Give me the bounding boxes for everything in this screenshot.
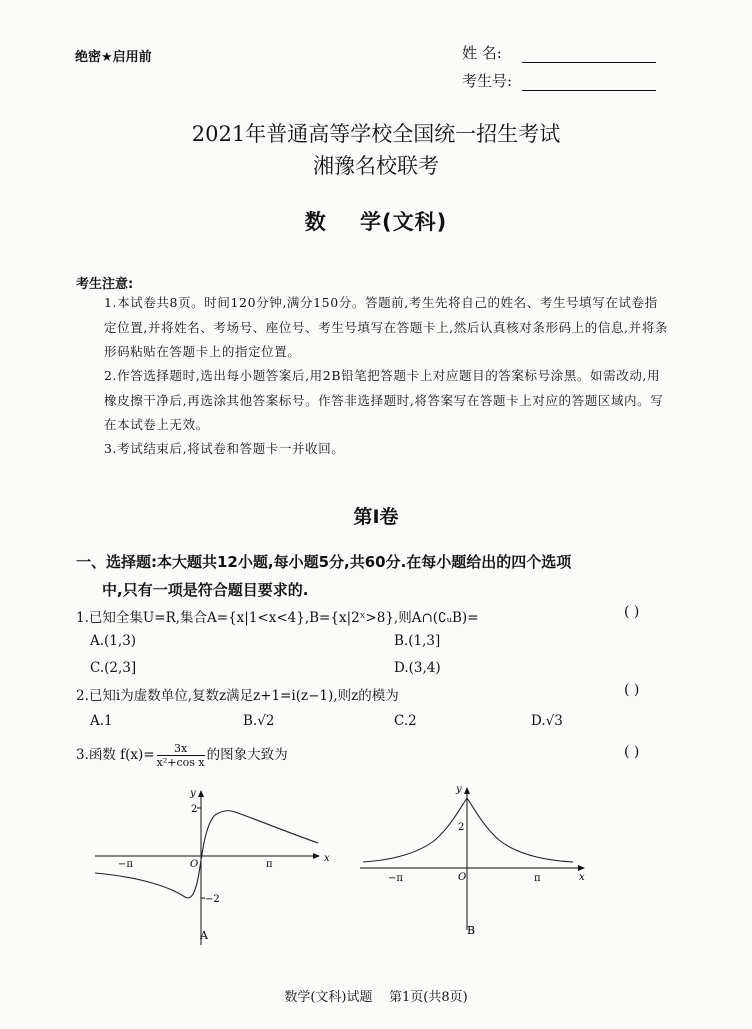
question-2-answer-paren[interactable]: ( ) bbox=[624, 682, 640, 698]
exam-title: 2021年普通高等学校全国统一招生考试 bbox=[191, 122, 561, 146]
graph-a-caption: A bbox=[200, 929, 208, 942]
graph-a-curve bbox=[95, 811, 318, 898]
notice-item-2: 2.作答选择题时,选出每小题答案后,用2B铅笔把答题卡上对应题目的答案标号涂黑。如需改动,用橡皮擦干净后,再选涂其他答案标号。作答非选择题时,将答案写在答题卡上对应的答题区域内。写在本试卷上无效。 bbox=[104, 368, 664, 432]
volume-title: 第Ⅰ卷 bbox=[353, 506, 399, 528]
q2-option-a[interactable]: A.1 bbox=[90, 713, 113, 729]
q3-stem-suffix: 的图象大致为 bbox=[206, 747, 288, 763]
q1-option-a[interactable]: A.(1,3) bbox=[90, 633, 137, 649]
question-3-answer-paren[interactable]: ( ) bbox=[624, 744, 640, 760]
graph-b-origin-label: O bbox=[458, 872, 467, 883]
name-label: 姓 名: bbox=[462, 44, 502, 62]
id-field bbox=[462, 70, 656, 91]
section-heading bbox=[76, 548, 676, 604]
graph-a-tick-pi: π bbox=[266, 859, 273, 870]
q3-fraction bbox=[157, 742, 205, 769]
graph-a-origin-label: O bbox=[190, 859, 199, 870]
confidential-label: 绝密★启用前 bbox=[75, 50, 152, 65]
graph-a-x-arrow bbox=[313, 853, 320, 859]
graph-b-y-label: y bbox=[456, 784, 462, 795]
q2-option-c[interactable]: C.2 bbox=[394, 713, 417, 729]
q3-fraction-numerator: 3x bbox=[157, 742, 205, 756]
graph-b-caption: B bbox=[467, 924, 476, 937]
graph-b[interactable] bbox=[355, 780, 595, 945]
graph-a-y-label: y bbox=[190, 788, 196, 799]
section-line-2: 中,只有一项是符合题目要求的. bbox=[102, 581, 309, 599]
graph-b-tick-pi: π bbox=[534, 873, 541, 884]
graph-a-tick-neg-pi: −π bbox=[118, 859, 133, 870]
id-blank[interactable] bbox=[522, 76, 656, 91]
notice-item-1: 1.本试卷共8页。时间120分钟,满分150分。答题前,考生先将自己的姓名、考生号填写在试卷指定位置,并将姓名、考场号、座位号、考生号填写在答题卡上,然后认真核对条形码上的信息,并将条形码粘贴在答题卡上的指定位置。 bbox=[104, 295, 668, 359]
name-blank[interactable] bbox=[522, 48, 656, 63]
graph-a[interactable] bbox=[90, 785, 330, 950]
q3-fraction-denominator: x²+cos x bbox=[156, 756, 205, 769]
graph-b-tick-2: 2 bbox=[458, 822, 465, 833]
subject-title: 数 学(文科) bbox=[304, 210, 448, 234]
notice-heading: 考生注意: bbox=[76, 277, 134, 292]
graph-a-x-label: x bbox=[324, 853, 330, 864]
graph-b-tick-neg-pi: −π bbox=[388, 873, 403, 884]
q3-stem-prefix: 3.函数 f(x)= bbox=[76, 747, 155, 763]
q1-option-b[interactable]: B.(1,3] bbox=[394, 633, 441, 649]
exam-subtitle: 湘豫名校联考 bbox=[313, 154, 439, 178]
graph-a-tick-neg2: −2 bbox=[205, 894, 220, 905]
name-field bbox=[462, 42, 656, 63]
q2-option-b[interactable]: B.√2 bbox=[243, 713, 275, 729]
graph-b-curve bbox=[363, 798, 573, 862]
graph-a-y-arrow bbox=[198, 790, 204, 797]
id-label: 考生号: bbox=[462, 72, 513, 90]
question-2-stem: 2.已知i为虚数单位,复数z满足z+1=i(z−1),则z的模为 bbox=[76, 688, 399, 704]
page-footer: 数学(文科)试题 第1页(共8页) bbox=[284, 990, 468, 1005]
graph-b-y-arrow bbox=[464, 787, 470, 794]
q1-option-d[interactable]: D.(3,4) bbox=[394, 660, 441, 676]
section-line-1: 一、选择题:本大题共12小题,每小题5分,共60分.在每小题给出的四个选项 bbox=[76, 553, 572, 571]
question-1-answer-paren[interactable]: ( ) bbox=[624, 604, 640, 620]
notice-item-3: 3.考试结束后,将试卷和答题卡一并收回。 bbox=[104, 441, 345, 456]
graph-a-tick-2: 2 bbox=[191, 804, 198, 815]
q2-option-d[interactable]: D.√3 bbox=[531, 713, 563, 729]
q1-option-c[interactable]: C.(2,3] bbox=[90, 660, 137, 676]
graph-b-x-arrow bbox=[578, 865, 585, 871]
question-1-stem: 1.已知全集U=R,集合A={x|1<x<4},B={x|2ˣ>8},则A∩(∁ᵤB)= bbox=[76, 610, 479, 626]
question-3-stem bbox=[76, 742, 288, 769]
graph-b-x-label: x bbox=[579, 872, 585, 883]
